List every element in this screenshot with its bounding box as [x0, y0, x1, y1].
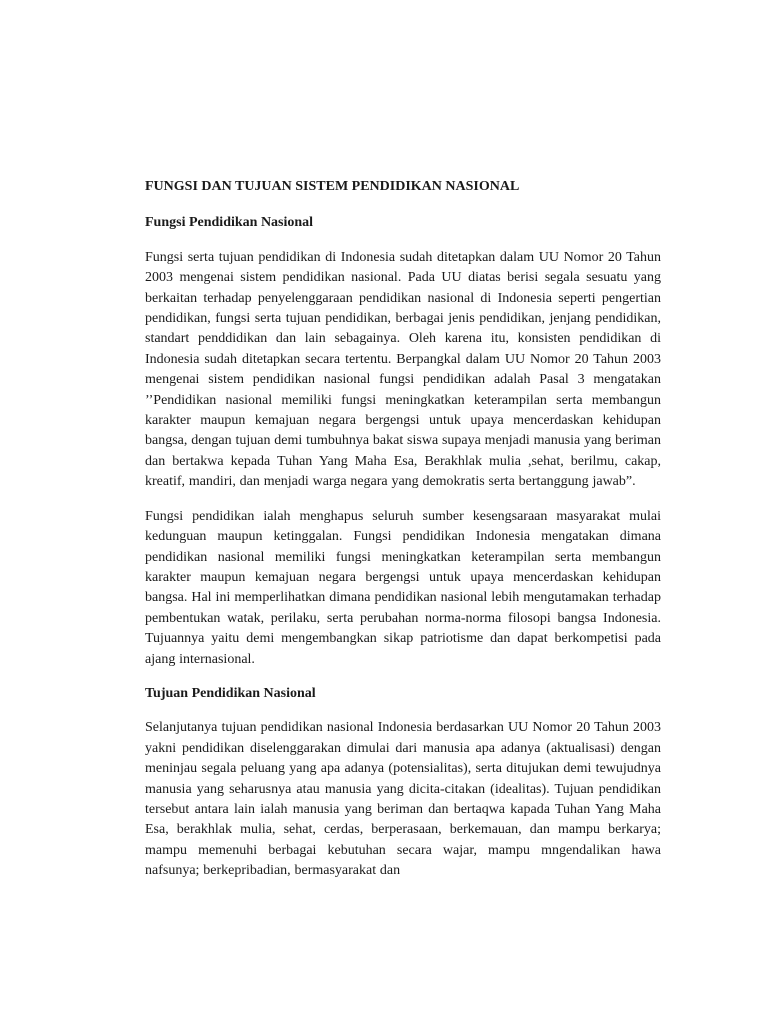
section-fungsi — [145, 213, 661, 670]
document-page — [145, 177, 661, 896]
section-heading-fungsi: Fungsi Pendidikan Nasional — [145, 215, 314, 231]
paragraph: Fungsi serta tujuan pendidikan di Indonesia sudah ditetapkan dalam UU Nomor 20 Tahun 2003 mengenai sistem pendidikan nasional. Pada UU diatas berisi segala sesuatu yang berkaitan terhadap penyelenggaraan pendidikan nasional di Indonesia seperti pengertian pendidikan, fungsi serta tujuan pendidikan, berbagai jenis pendidikan, jenjang pendidikan, standart penddidikan dan lain sebagainya. Oleh karena itu, konsisten pendidikan di Indonesia sudah ditetapkan secara tertentu. Berpangkal dalam UU Nomor 20 Tahun 2003 mengenai sistem pendidikan nasional fungsi pendidikan adalah Pasal 3 mengatakan ’’Pendidikan nasional memiliki fungsi meningkatkan keterampilan serta membangun karakter maupun kemajuan negara bergengsi untuk upaya mencerdaskan kehidupan bangsa, dengan tujuan demi tumbuhnya bakat siswa supaya menjadi manusia yang beriman dan bertakwa kepada Tuhan Yang Maha Esa, Berakhlak mulia ,sehat, berilmu, cakap, kreatif, mandiri, dan menjadi warga negara yang demokratis serta bertanggung jawab”. — [145, 249, 661, 490]
section-tujuan — [145, 684, 661, 882]
paragraph: Selanjutanya tujuan pendidikan nasional Indonesia berdasarkan UU Nomor 20 Tahun 2003 yakni pendidikan diselenggarakan dimulai dari manusia apa adanya (aktualisasi) dengan meninjau segala peluang yang apa adanya (potensialitas), serta ditujukan demi tewujudnya manusia yang seharusnya atau manusia yang dicita-citakan (idealitas). Tujuan pendidikan tersebut antara lain ialah manusia yang beriman dan bertaqwa kapada Tuhan Yang Maha Esa, berakhlak mulia, sehat, cerdas, berperasaan, berkemauan, dan mampu berkarya; mampu memenuhi berbagai kebutuhan secara wajar, mampu mngendalikan hawa nafsunya; berkepribadian, bermasyarakat dan — [145, 720, 661, 879]
document-title: FUNGSI DAN TUJUAN SISTEM PENDIDIKAN NASIONAL — [145, 179, 520, 194]
section-heading-tujuan: Tujuan Pendidikan Nasional — [145, 685, 316, 701]
paragraph: Fungsi pendidikan ialah menghapus seluruh sumber kesengsaraan masyarakat mulai kedunguan maupun ketinggalan. Fungsi pendidikan Indonesia mengatakan dimana pendidikan nasional memiliki fungsi meningkatkan keterampilan serta membangun karakter maupun kemajuan negara bergengsi untuk upaya mencerdaskan kehidupan bangsa. Hal ini memperlihatkan dimana pendidikan nasional lebih mengutamakan terhadap pembentukan watak, perilaku, serta perubahan norma-norma filosopi bangsa Indonesia. Tujuannya yaitu demi mengembangkan sikap patriotisme dan dapat berkompetisi pada ajang internasional. — [145, 508, 661, 667]
